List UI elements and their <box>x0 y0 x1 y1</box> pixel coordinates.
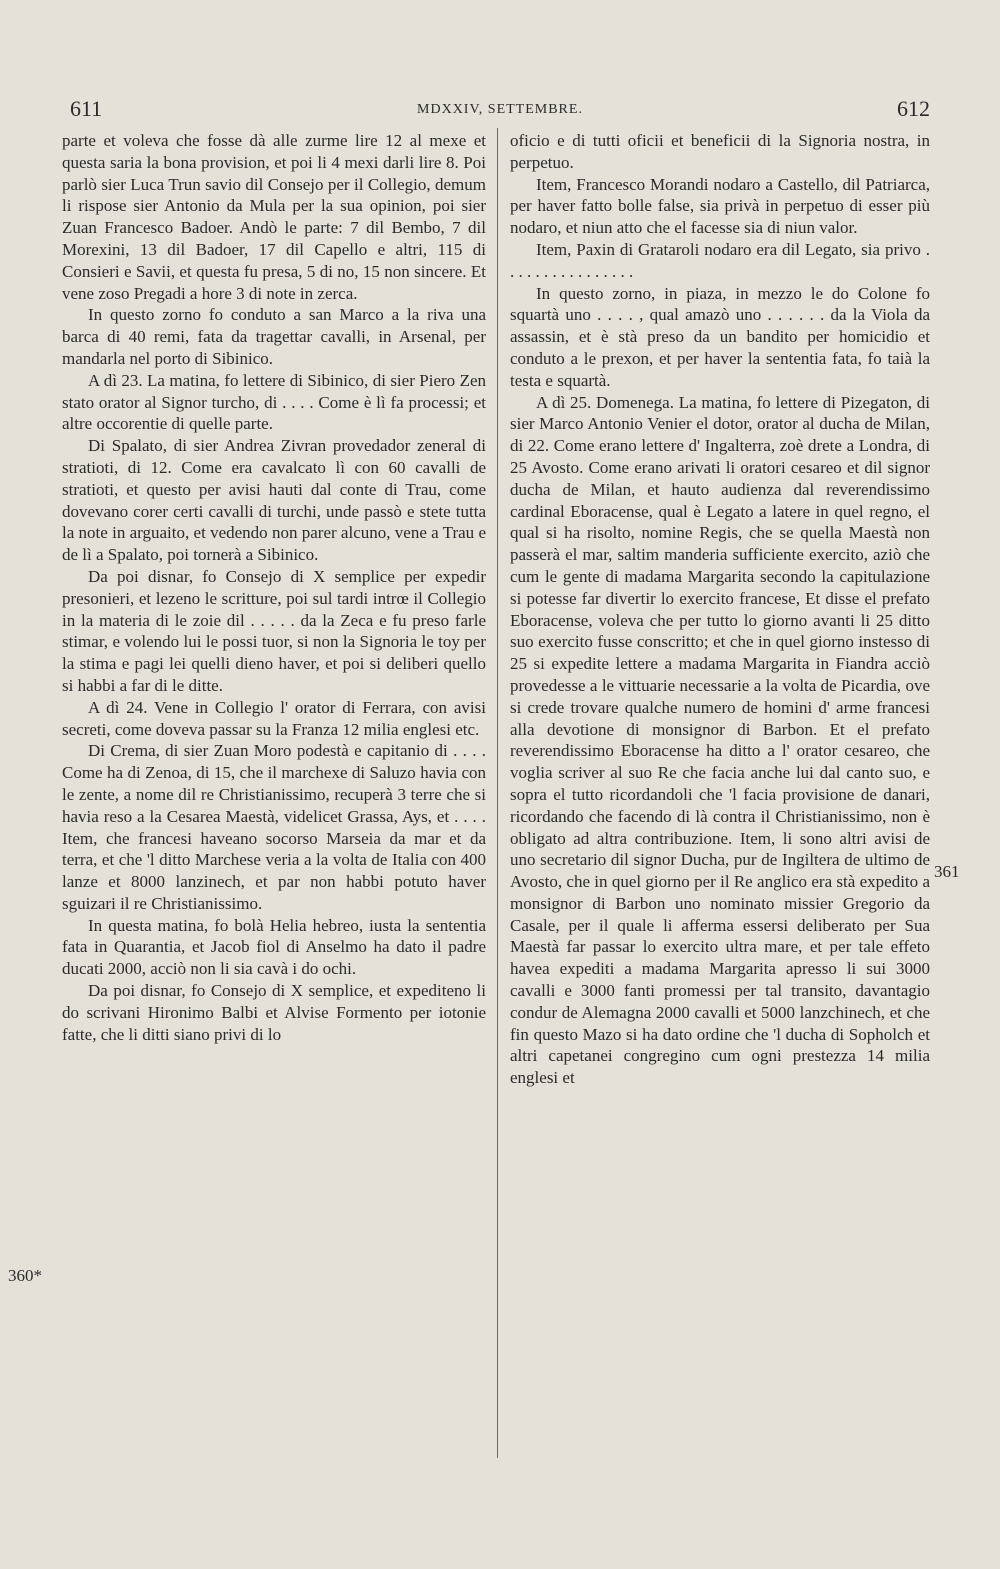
paragraph: parte et voleva che fosse dà alle zurme lire 12 al mexe et questa saria la bona provision, et poi li 4 mexi darli lire 8. Poi parlò sier Luca Trun savio dil Consejo per il Collegio, demum li rispose sier Antonio da Mula per la sua opinion, poi sier Zuan Francesco Badoer. Andò le parte: 7 dil Bembo, 7 dil Morexini, 13 dil Badoer, 17 dil Capello e altri, 115 di Consieri e Savii, et questa fu presa, 5 di no, 15 non sincere. Et vene zoso Pregadi a hore 3 di note in zerca. <box>62 131 486 303</box>
paragraph: Item, Francesco Morandi nodaro a Castello, dil Patriarca, per haver fatto bolle false, sia privà in perpetuo di esser più nodaro, et niun atto che el facesse sia di niun valor. <box>510 174 930 238</box>
column-divider <box>497 128 498 1458</box>
paragraph: A dì 25. Domenega. La matina, fo lettere di Pizegaton, di sier Marco Antonio Venier el dotor, orator al ducha de Milan, di 22. Come erano lettere d' Ingalterra, zoè drete a Londra, di 25 Avosto. Come erano arivati li oratori cesareo et dil signor ducha de Milan, et hauto audienza dal reverendissimo cardinal Eboracense, qual è Legato a latere in quel regno, el qual si ha risolto, nomine Regis, che se quella Maestà non passerà el mar, saltim manderia sufficiente exercito, aziò che cum le gente di madama Margarita secondo la capitulazione si potesse far divertir lo exercito francese, Et disse el prefato Eboracense, voleva che per tutto lo giorno avanti li 25 ditto suo exercito fusse conscritto; et che in quel giorno instesso di 25 si expedite lettere a madama Margarita in Fiandra acciò provedesse a le vittuarie necessarie a la volta de Picardia, ove si crede trovare qualche numero de homini d' arme francesi alla devotione di monsignor di Barbon. Et el prefato reverendissimo Eboracense ha ditto a l' orator cesareo, che voglia scriver al suo Re che facia anche lui dal canto suo, e sopra el tutto ricordandoli che 'l facia provisione de danari, ricordando che facendo di là contra il Christianissimo, non è obligato ad altra contribuzione. Item, li sono altri avisi de uno secretario dil signor Ducha, pur de Ingiltera de ultimo de Avosto, che in quel giorno per il Re anglico era stà expedito a monsignor di Barbon uno nominato missier Gregorio da Casale, per il quale li afferma essersi deliberato per Sua Maestà far passar lo exercito ultra mare, et per tale effeto havea expediti a madama Margarita apresso li sui 3000 cavalli e 3000 fanti promessi per tal transito, davantagio condur de Alemagna 2000 cavalli et 5000 lanzchinech, et che fin questo Mazo si ha dato ordine che 'l ducha di Sopholch et altri capetanei congregino cum ogni prestezza 14 milia englesi et <box>510 392 930 1088</box>
right-column <box>510 130 930 1089</box>
left-page-number: 611 <box>70 96 103 121</box>
paragraph: In questa matina, fo bolà Helia hebreo, iusta la sententia fata in Quarantia, et Jacob fiol di Anselmo ha dato il padre ducati 2000, acciò non li sia cavà i do ochi. <box>62 915 486 979</box>
paragraph: Da poi disnar, fo Consejo di X semplice, et expediteno li do scrivani Hironimo Balbi et Alvise Formento per iotonie fatte, che li ditti siano privi di lo <box>62 981 486 1044</box>
paragraph: Di Spalato, di sier Andrea Zivran provedador zeneral di stratioti, di 12. Come era cavalcato lì con 60 cavalli de stratioti, et questo per avisi hauti dal conte di Trau, come dovevano corer certi cavalli di turchi, unde passò e stete tutta la note in arguaito, et vedendo non parer alcuno, vene a Trau e de lì a Spalato, poi tornerà a Sibinico. <box>62 436 486 565</box>
paragraph: Item, Paxin di Grataroli nodaro era dil Legato, sia privo . . . . . . . . . . . . . . . . <box>510 239 930 281</box>
paragraph: A dì 24. Vene in Collegio l' orator di Ferrara, con avisi secreti, come doveva passar su la Franza 12 milia englesi etc. <box>62 697 486 739</box>
margin-number-left: 360* <box>8 1266 42 1285</box>
paragraph: Di Crema, di sier Zuan Moro podestà e capitanio di . . . . Come ha di Zenoa, di 15, che il marchexe di Saluzo havia con le zente, a nome dil re Christianissimo, recuperà 3 terre che si havia reso a la Cesarea Maestà, videlicet Grassa, Ays, et . . . . Item, che francesi haveano socorso Marseia da mar et da terra, et che 'l ditto Marchese veria a la volta de Italia con 400 lanze et 8000 lanzinech, et par non habbi potuto haver sguizari il re Christianissimo. <box>62 741 486 913</box>
paragraph: A dì 23. La matina, fo lettere di Sibinico, di sier Piero Zen stato orator al Signor turcho, di . . . . Come è lì fa processi; et altre occorentie di quelle parte. <box>62 370 486 434</box>
paragraph: In questo zorno, in piaza, in mezzo le do Colone fo squartà uno . . . . , qual amazò uno . . . . . . da la Viola da assassin, et è stà preso da un bandito per homicidio et conduto a le prexon, et per haver la sententia fata, fo taià la testa e squartà. <box>510 283 930 390</box>
left-column <box>62 130 486 1045</box>
right-page-number: 612 <box>897 96 930 121</box>
paragraph: Da poi disnar, fo Consejo di X semplice per expedir presonieri, et lezeno le scritture, poi sul tardi intrœ il Collegio in la materia di le zoie dil . . . . . da la Zeca e fu preso farle stimar, e volendo lui le possi tuor, si non la Signoria le toy per la stima e pagi lei quelli dieno haver, et poi si deliberi quello si habbi a far di le ditte. <box>62 566 486 695</box>
margin-number-right: 361 <box>934 862 960 881</box>
running-title: MDXXIV, SETTEMBRE. <box>417 102 583 117</box>
paragraph: In questo zorno fo conduto a san Marco a la riva una barca di 40 remi, fata da tragettar cavalli, in Arsenal, per mandarla nel porto di Sibinico. <box>62 305 486 368</box>
paragraph: oficio e di tutti oficii et beneficii di la Signoria nostra, in perpetuo. <box>510 131 930 172</box>
running-header <box>0 96 1000 126</box>
